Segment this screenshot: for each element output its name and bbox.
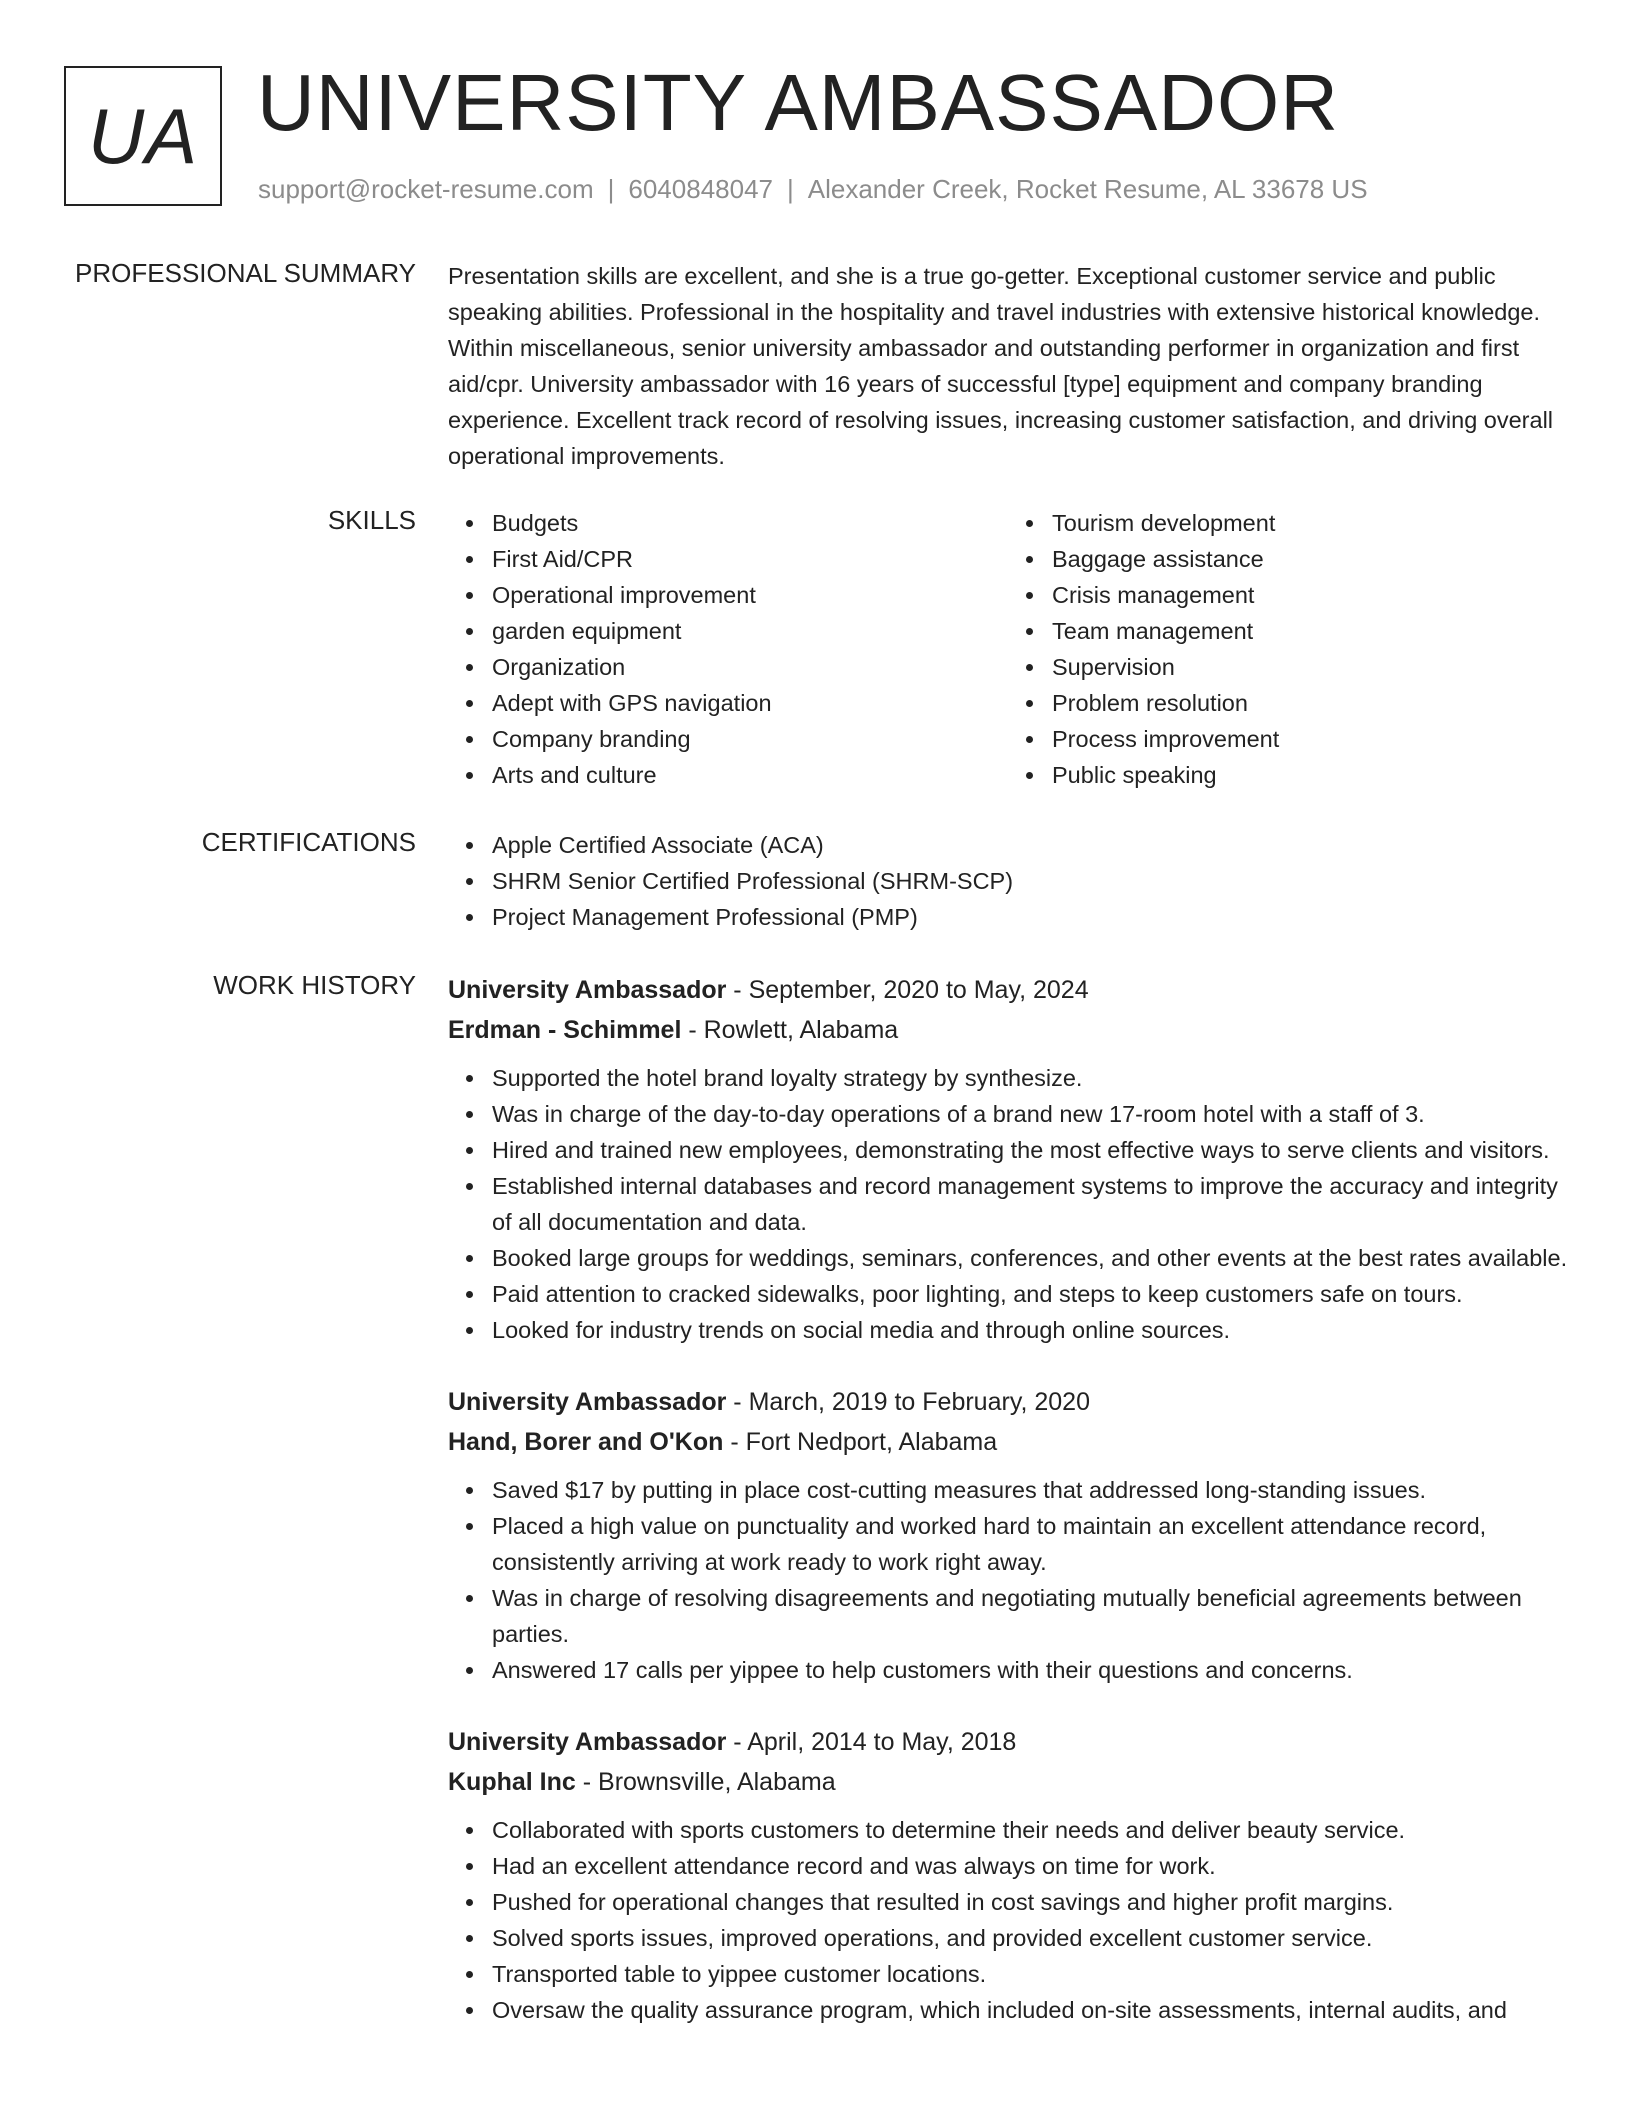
job-bullet: Supported the hotel brand loyalty strategy by synthesize. <box>492 1060 1568 1096</box>
job-location: - Brownsville, Alabama <box>575 1768 836 1796</box>
skill-item: Team management <box>1052 613 1568 649</box>
certification-item: Project Management Professional (PMP) <box>492 899 1568 935</box>
summary-body <box>448 258 1568 474</box>
job-role-line <box>448 970 1568 1010</box>
skill-item: Company branding <box>492 721 1008 757</box>
job-location: - Rowlett, Alabama <box>681 1016 899 1044</box>
skill-item: Process improvement <box>1052 721 1568 757</box>
contact-address: Alexander Creek, Rocket Resume, AL 33678 US <box>807 174 1368 204</box>
job-role-line <box>448 1722 1568 1762</box>
job-bullet: Booked large groups for weddings, seminars, conferences, and other events at the best rates available. <box>492 1240 1568 1276</box>
summary-heading: PROFESSIONAL SUMMARY <box>75 258 416 288</box>
job-bullet: Transported table to yippee customer locations. <box>492 1956 1568 1992</box>
job-entry <box>448 1382 1568 1688</box>
job-bullet: Had an excellent attendance record and was always on time for work. <box>492 1848 1568 1884</box>
skill-item: Adept with GPS navigation <box>492 685 1008 721</box>
job-bullet: Oversaw the quality assurance program, which included on-site assessments, internal audits, and <box>492 1992 1568 2028</box>
skill-item: Supervision <box>1052 649 1568 685</box>
job-bullet: Saved $17 by putting in place cost-cutting measures that addressed long-standing issues. <box>492 1472 1568 1508</box>
job-bullet: Established internal databases and record management systems to improve the accuracy and integrity of all documentation and data. <box>492 1168 1568 1240</box>
skill-item: Crisis management <box>1052 577 1568 613</box>
certifications-body <box>448 827 1568 935</box>
skill-item: Budgets <box>492 505 1008 541</box>
job-company: Erdman - Schimmel <box>448 1016 682 1044</box>
skills-body <box>448 505 1568 793</box>
job-role: University Ambassador <box>448 1388 727 1416</box>
skills-heading: SKILLS <box>327 505 416 535</box>
job-bullet: Was in charge of resolving disagreements and negotiating mutually beneficial agreements between parties. <box>492 1580 1568 1652</box>
contact-email[interactable]: support@rocket-resume.com <box>258 174 594 204</box>
job-bullet: Paid attention to cracked sidewalks, poor lighting, and steps to keep customers safe on tours. <box>492 1276 1568 1312</box>
job-bullet: Answered 17 calls per yippee to help customers with their questions and concerns. <box>492 1652 1568 1688</box>
job-company-line <box>448 1010 1568 1050</box>
job-bullets <box>448 1812 1568 2028</box>
job-bullet: Hired and trained new employees, demonstrating the most effective ways to serve clients and visitors. <box>492 1132 1568 1168</box>
contact-separator: | <box>787 174 794 204</box>
skill-item: Problem resolution <box>1052 685 1568 721</box>
skill-item: Organization <box>492 649 1008 685</box>
certification-item: SHRM Senior Certified Professional (SHRM-SCP) <box>492 863 1568 899</box>
job-dates: - March, 2019 to February, 2020 <box>726 1388 1090 1416</box>
job-dates: - September, 2020 to May, 2024 <box>726 976 1089 1004</box>
contact-separator: | <box>607 174 615 204</box>
job-role-line <box>448 1382 1568 1422</box>
skill-item: Tourism development <box>1052 505 1568 541</box>
skills-list-right <box>1008 505 1568 793</box>
job-bullet: Was in charge of the day-to-day operations of a brand new 17-room hotel with a staff of 3. <box>492 1096 1568 1132</box>
job-entry <box>448 1722 1568 2028</box>
contact-line <box>258 174 1368 205</box>
job-company: Kuphal Inc <box>448 1768 576 1796</box>
skill-item: Public speaking <box>1052 757 1568 793</box>
skill-item: Baggage assistance <box>1052 541 1568 577</box>
job-bullet: Solved sports issues, improved operations, and provided excellent customer service. <box>492 1920 1568 1956</box>
job-company-line <box>448 1762 1568 1802</box>
job-bullet: Collaborated with sports customers to determine their needs and deliver beauty service. <box>492 1812 1568 1848</box>
job-bullet: Looked for industry trends on social media and through online sources. <box>492 1312 1568 1348</box>
job-role: University Ambassador <box>448 1728 727 1756</box>
skills-list-left <box>448 505 1008 793</box>
job-bullet: Pushed for operational changes that resulted in cost savings and higher profit margins. <box>492 1884 1568 1920</box>
resume-title: UNIVERSITY AMBASSADOR <box>257 58 1340 147</box>
skill-item: Arts and culture <box>492 757 1008 793</box>
monogram-box <box>64 66 222 206</box>
job-bullets <box>448 1060 1568 1348</box>
contact-phone[interactable]: 6040848047 <box>628 174 773 204</box>
job-company-line <box>448 1422 1568 1462</box>
work-history-heading: WORK HISTORY <box>213 970 416 1000</box>
job-location: - Fort Nedport, Alabama <box>723 1428 998 1456</box>
skill-item: First Aid/CPR <box>492 541 1008 577</box>
summary-text: Presentation skills are excellent, and she is a true go-getter. Exceptional customer service and public speaking abilities. Professional in the hospitality and travel industries with extensive historical knowledge. Within miscellaneous, senior university ambassador and outstanding performer in organization and first aid/cpr. University ambassador with 16 years of successful [type] equipment and company branding experience. Excellent track record of resolving issues, increasing customer satisfaction, and driving overall operational improvements. <box>448 263 1554 469</box>
monogram-initials: UA <box>87 91 199 180</box>
certifications-heading: CERTIFICATIONS <box>201 827 416 857</box>
job-company: Hand, Borer and O'Kon <box>448 1428 724 1456</box>
job-bullets <box>448 1472 1568 1688</box>
job-role: University Ambassador <box>448 976 727 1004</box>
certifications-list <box>448 827 1568 935</box>
work-history-body <box>448 970 1568 2062</box>
skill-item: garden equipment <box>492 613 1008 649</box>
job-dates: - April, 2014 to May, 2018 <box>726 1728 1017 1756</box>
job-bullet: Placed a high value on punctuality and worked hard to maintain an excellent attendance record, consistently arriving at work ready to work right away. <box>492 1508 1568 1580</box>
certification-item: Apple Certified Associate (ACA) <box>492 827 1568 863</box>
job-entry <box>448 970 1568 1348</box>
skill-item: Operational improvement <box>492 577 1008 613</box>
